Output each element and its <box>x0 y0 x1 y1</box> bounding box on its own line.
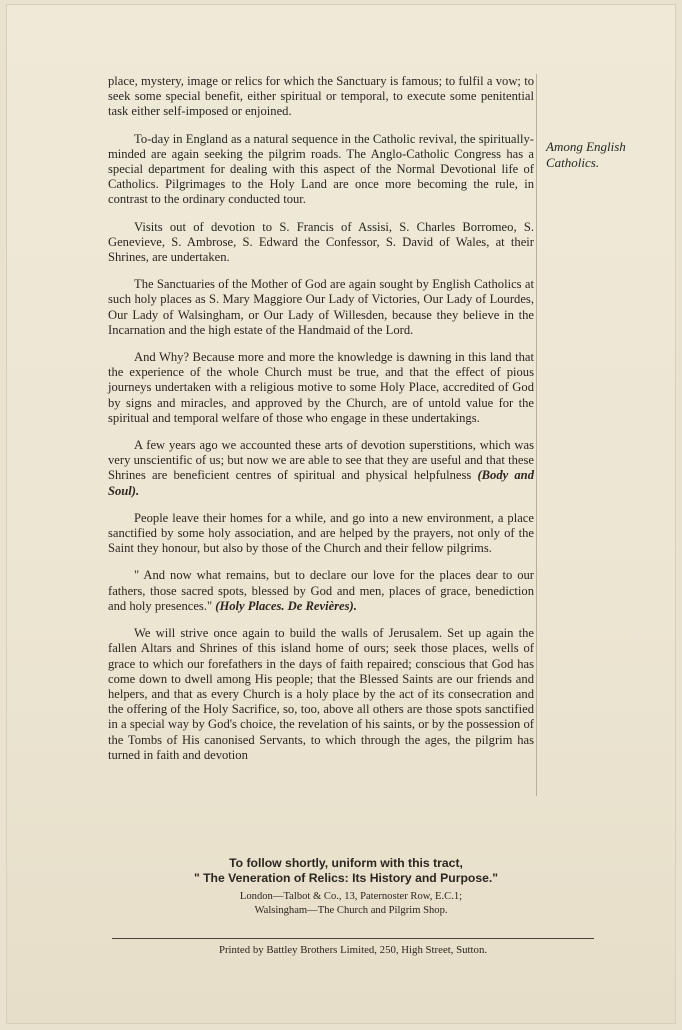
publisher-line-1: London—Talbot & Co., 13, Paternoster Row, E.C.1; <box>239 891 463 902</box>
paragraph-4: The Sanctuaries of the Mother of God are again sought by English Catholics at such holy places as S. Mary Maggiore Our Lady of Victories, Our Lady of Lourdes, Our Lady of Walsingham, or Our Lady of Willesden, because they believe in the Incarnation and the high estate of the Handmaid of the Lord. <box>108 277 534 337</box>
publisher-info <box>166 890 536 918</box>
divider-rule <box>112 938 594 939</box>
publisher-line-2: Walsingham—The Church and Pilgrim Shop. <box>254 905 448 916</box>
paragraph-9: We will strive once again to build the walls of Jerusalem. Set up again the fallen Altars and Shrines of this island home of ours; seek those places, wells of grace to which our forefathers in the days of faith repaired; conscious that God has come down to dwell among His people; that the Blessed Saints are our friends and helpers, and that as every Church is a holy place by the act of its consecration and the offering of the Holy Sacrifice, so, too, above all others are those spots sanctified in a special way by God's choice, the revelation of his saints, or by the possession of the Tombs of His canonised Servants, to which through the ages, the pilgrim has turned in faith and devotion <box>108 626 534 762</box>
paragraph-5: And Why? Because more and more the knowledge is dawning in this land that the experience of the whole Church must be true, and that the effect of pious journeys undertaken with a religious motive to some Holy Place, accredited of God by signs and miracles, and approved by the Church, are of untold value for the spiritual and temporal welfare of those who engage in these undertakings. <box>108 350 534 425</box>
paragraph-6-citation: (Body and Soul). <box>108 468 534 498</box>
paragraph-6 <box>108 438 534 499</box>
printer-imprint: Printed by Battley Brothers Limited, 250, High Street, Sutton. <box>218 944 488 956</box>
announcement <box>146 856 546 886</box>
paragraph-2: To-day in England as a natural sequence in the Catholic revival, the spiritually-minded are again seeking the pilgrim roads. The Anglo-Catholic Congress has a special department for dealing with this aspect of the Normal Devotional life of Catholics. Pilgrimages to the Holy Land are once more becoming the rule, in contrast to the ordinary conducted tour. <box>108 131 534 207</box>
paragraph-8 <box>108 568 534 614</box>
page-sheet <box>6 4 676 1024</box>
announcement-line-2: " The Veneration of Relics: Its History and Purpose." <box>193 871 499 885</box>
paragraph-8-text: " And now what remains, but to declare our love for the places dear to our fathers, those sacred spots, blessed by God and men, places of grace, benediction and holy presences." <box>108 568 534 613</box>
margin-note: Among English Catholics. <box>546 139 626 170</box>
paragraph-1: place, mystery, image or relics for which the Sanctuary is famous; to fulfil a vow; to seek some special benefit, either spiritual or temporal, to execute some penitential task either self-imposed or enjoined. <box>108 74 534 119</box>
paragraph-6-text: A few years ago we accounted these arts of devotion superstitions, which was very unscientific of us; but now we are able to see that they are useful and that these Shrines are beneficient centres of spiritual and physical helpfulness <box>108 438 534 483</box>
announcement-line-1: To follow shortly, uniform with this tract, <box>229 856 463 870</box>
paragraph-7: People leave their homes for a while, and go into a new environment, a place sanctified by some holy association, and are helped by the prayers, not only of the Saint they honour, but also by those of the Church and their fellow pilgrims. <box>108 510 534 556</box>
main-text-column <box>108 74 537 796</box>
paragraph-8-citation: (Holy Places. De Revières). <box>215 598 357 613</box>
paragraph-3: Visits out of devotion to S. Francis of Assisi, S. Charles Borromeo, S. Genevieve, S. Ambrose, S. Edward the Confessor, S. David of Wales, at their Shrines, are undertaken. <box>108 219 534 265</box>
